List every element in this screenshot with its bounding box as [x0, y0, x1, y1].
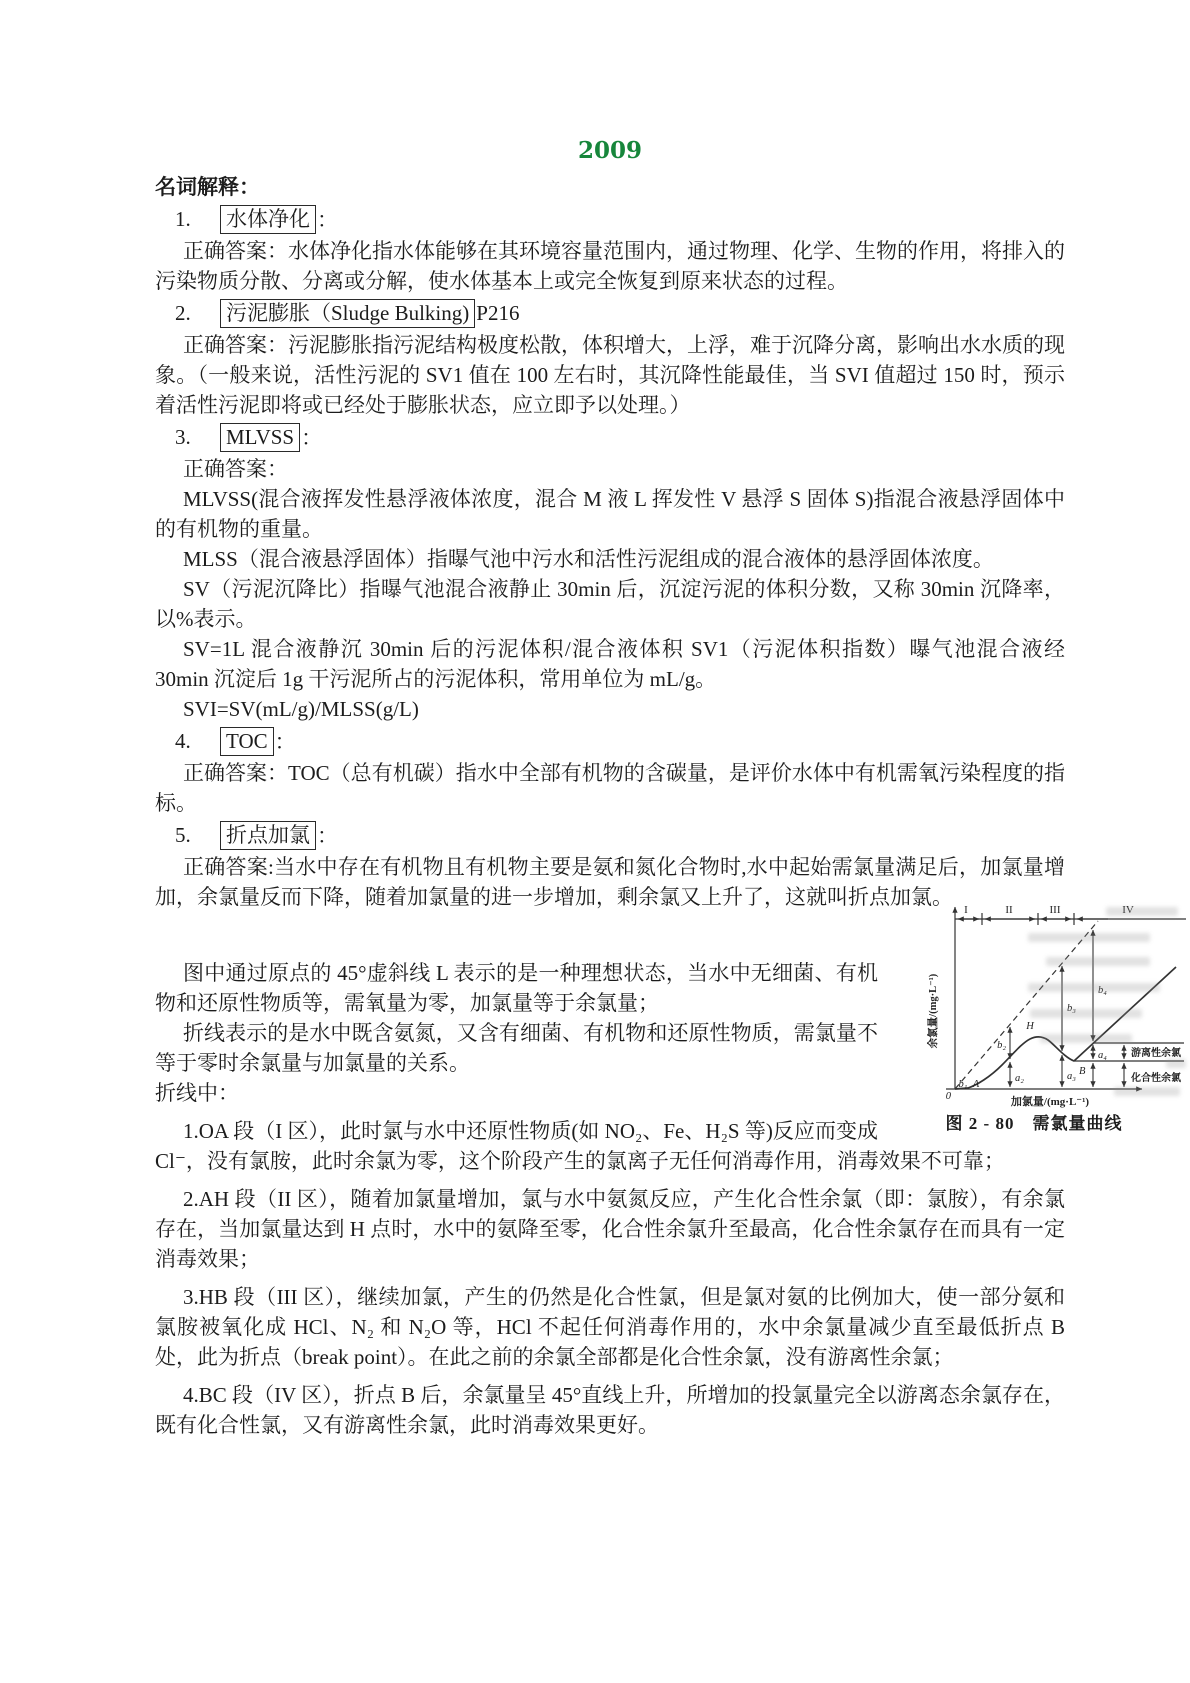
item-number: 5.: [175, 822, 191, 847]
combined-chlorine-label: 化合性余氯: [1131, 1073, 1181, 1084]
zone-label-1: I: [964, 904, 968, 916]
zone-label-2: II: [1005, 904, 1013, 916]
item-number: 1.: [175, 206, 191, 231]
discussion-paragraph: 图中通过原点的 45°虚斜线 L 表示的是一种理想状态，当水中无细菌、有机物和还原性物质等，需氧量为零，加氯量等于余氯量；: [155, 961, 878, 1015]
point-b-label: B: [1079, 1066, 1086, 1077]
term-item-4: [175, 724, 1065, 758]
item-number: 3.: [175, 424, 191, 449]
figure-caption: 图 2 - 80 需氯量曲线: [945, 1114, 1123, 1133]
zone-label-4: IV: [1122, 904, 1134, 916]
ideal-45deg-dashed-line: [955, 921, 1098, 1089]
b2-label: b₂: [997, 1040, 1006, 1051]
section-heading: 名词解释：: [155, 175, 260, 199]
term-item-3: [175, 420, 1065, 454]
term-suffix: ：: [317, 208, 338, 232]
x-axis-label: 加氯量/(mg·L⁻¹): [1010, 1096, 1090, 1108]
point-b1-label: b₁: [958, 1079, 968, 1090]
answer-paragraph: MLVSS(混合液挥发性悬浮液体浓度，混合 M 液 L 挥发性 V 悬浮 S 固体 S)指混合液悬浮固体中的有机物的重量。: [155, 487, 1065, 541]
term-box-toc: TOC: [220, 727, 274, 756]
residual-chlorine-curve: [955, 967, 1176, 1089]
discussion-point-4: 4.BC 段（IV 区），折点 B 后，余氯量呈 45°直线上升，所增加的投氯量完全以游离态余氯存在，既有化合性氯，又有游离性余氯，此时消毒效果更好。: [155, 1383, 1065, 1437]
figure-2-80: [878, 891, 1190, 1136]
term-suffix: ：: [274, 730, 296, 754]
a3-label: a₃: [1067, 1071, 1076, 1082]
answer-paragraph: SV（污泥沉降比）指曝气池混合液静止 30min 后，沉淀污泥的体积分数，又称 30min 沉降率，以%表示。: [155, 577, 1065, 631]
zone-label-3: III: [1049, 904, 1061, 916]
a2-label: a₂: [1015, 1073, 1024, 1084]
a4-label: a₄: [1098, 1050, 1107, 1061]
answer-paragraph: 正确答案:当水中存在有机物且有机物主要是氨和氮化合物时,水中起始需氯量满足后，加氯量增加，余氯量反而下降，随着加氯量的进一步增加，剩余氯又上升了，这就叫折点加氯。: [155, 855, 1065, 909]
answer-paragraph: 正确答案：TOC（总有机碳）指水中全部有机物的含碳量，是评价水体中有机需氧污染程度的指标。: [155, 761, 1065, 815]
free-chlorine-label: 游离性余氯: [1131, 1048, 1181, 1059]
term-item-2: [175, 296, 1065, 330]
term-suffix: ：: [301, 426, 323, 450]
discussion-lead-in: 折线中：: [155, 1081, 239, 1105]
point-h-label: H: [1026, 1021, 1034, 1032]
answer-paragraph: 正确答案：水体净化指水体能够在其环境容量范围内，通过物理、化学、生物的作用，将排入的污染物质分散、分离或分解，使水体基本上或完全恢复到原来状态的过程。: [155, 239, 1065, 293]
term-box-water-purification: 水体净化: [220, 205, 316, 234]
answer-paragraph: 正确答案：: [183, 457, 288, 481]
item-number: 2.: [175, 300, 191, 325]
chlorine-demand-chart: [878, 891, 1190, 1111]
page-title: 2009: [577, 137, 642, 164]
answer-paragraph: SV=1L 混合液静沉 30min 后的污泥体积/混合液体积 SV1（污泥体积指数）曝气池混合液经 30min 沉淀后 1g 干污泥所占的污泥体积，常用单位为 mL/g。: [155, 637, 1065, 691]
y-axis-label: 余氯量/(mg·L⁻¹): [928, 973, 939, 1049]
answer-paragraph: MLSS（混合液悬浮固体）指曝气池中污水和活性污泥组成的混合液体的悬浮固体浓度。: [183, 547, 994, 571]
term-item-1: [175, 202, 1065, 236]
term-box-breakpoint-chlorination: 折点加氯: [220, 821, 316, 850]
term-box-mlvss: MLVSS: [220, 423, 300, 452]
origin-label: 0: [945, 1091, 951, 1102]
answer-paragraph: 正确答案：污泥膨胀指污泥结构极度松散，体积增大，上浮，难于沉降分离，影响出水水质的现象。（一般来说，活性污泥的 SV1 值在 100 左右时，其沉降性能最佳，当 SVI 值超过 150 时，预示着活性污泥即将或已经处于膨胀状态，应立即予以处理。）: [155, 333, 1065, 417]
term-suffix: P216: [476, 300, 520, 325]
svi-formula: SVI=SV(mL/g)/MLSS(g/L): [183, 697, 419, 721]
document-content: [155, 137, 1181, 1440]
discussion-point-1: 1.OA 段（I 区），此时氯与水中还原性物质(如 NO₂、Fe、H₂S 等)反应而变成 Cl⁻，没有氯胺，此时余氯为零，这个阶段产生的氯离子无任何消毒作用，消毒效果不可靠；: [155, 1119, 1005, 1173]
term-box-sludge-bulking: 污泥膨胀（Sludge Bulking): [220, 299, 475, 328]
item-number: 4.: [175, 728, 191, 753]
discussion-point-2: 2.AH 段（II 区），随着加氯量增加，氯与水中氨氮反应，产生化合性余氯（即：氯胺），有余氯存在，当加氯量达到 H 点时，水中的氨降至零，化合性余氯升至最高，化合性余氯存在而具有一定消毒效果；: [155, 1187, 1065, 1271]
term-item-5: [175, 818, 1065, 852]
term-suffix: ：: [317, 824, 338, 848]
b3-label: b₃: [1067, 1003, 1076, 1014]
point-a-label: A: [972, 1079, 980, 1090]
b4-label: b₄: [1098, 985, 1107, 996]
discussion-point-3: 3.HB 段（III 区），继续加氯，产生的仍然是化合性氯，但是氯对氨的比例加大，使一部分氨和氯胺被氧化成 HCl、N₂ 和 N₂O 等，HCl 不起任何消毒作用的，水中余氯量减少直至最低折点 B 处，此为折点（break point）。在此之前的余氯全部都是化合性余氯，没有游离性余氯；: [155, 1285, 1065, 1369]
discussion-paragraph: 折线表示的是水中既含氨氮，又含有细菌、有机物和还原性物质，需氯量不等于零时余氯量与加氯量的关系。: [155, 1021, 878, 1075]
